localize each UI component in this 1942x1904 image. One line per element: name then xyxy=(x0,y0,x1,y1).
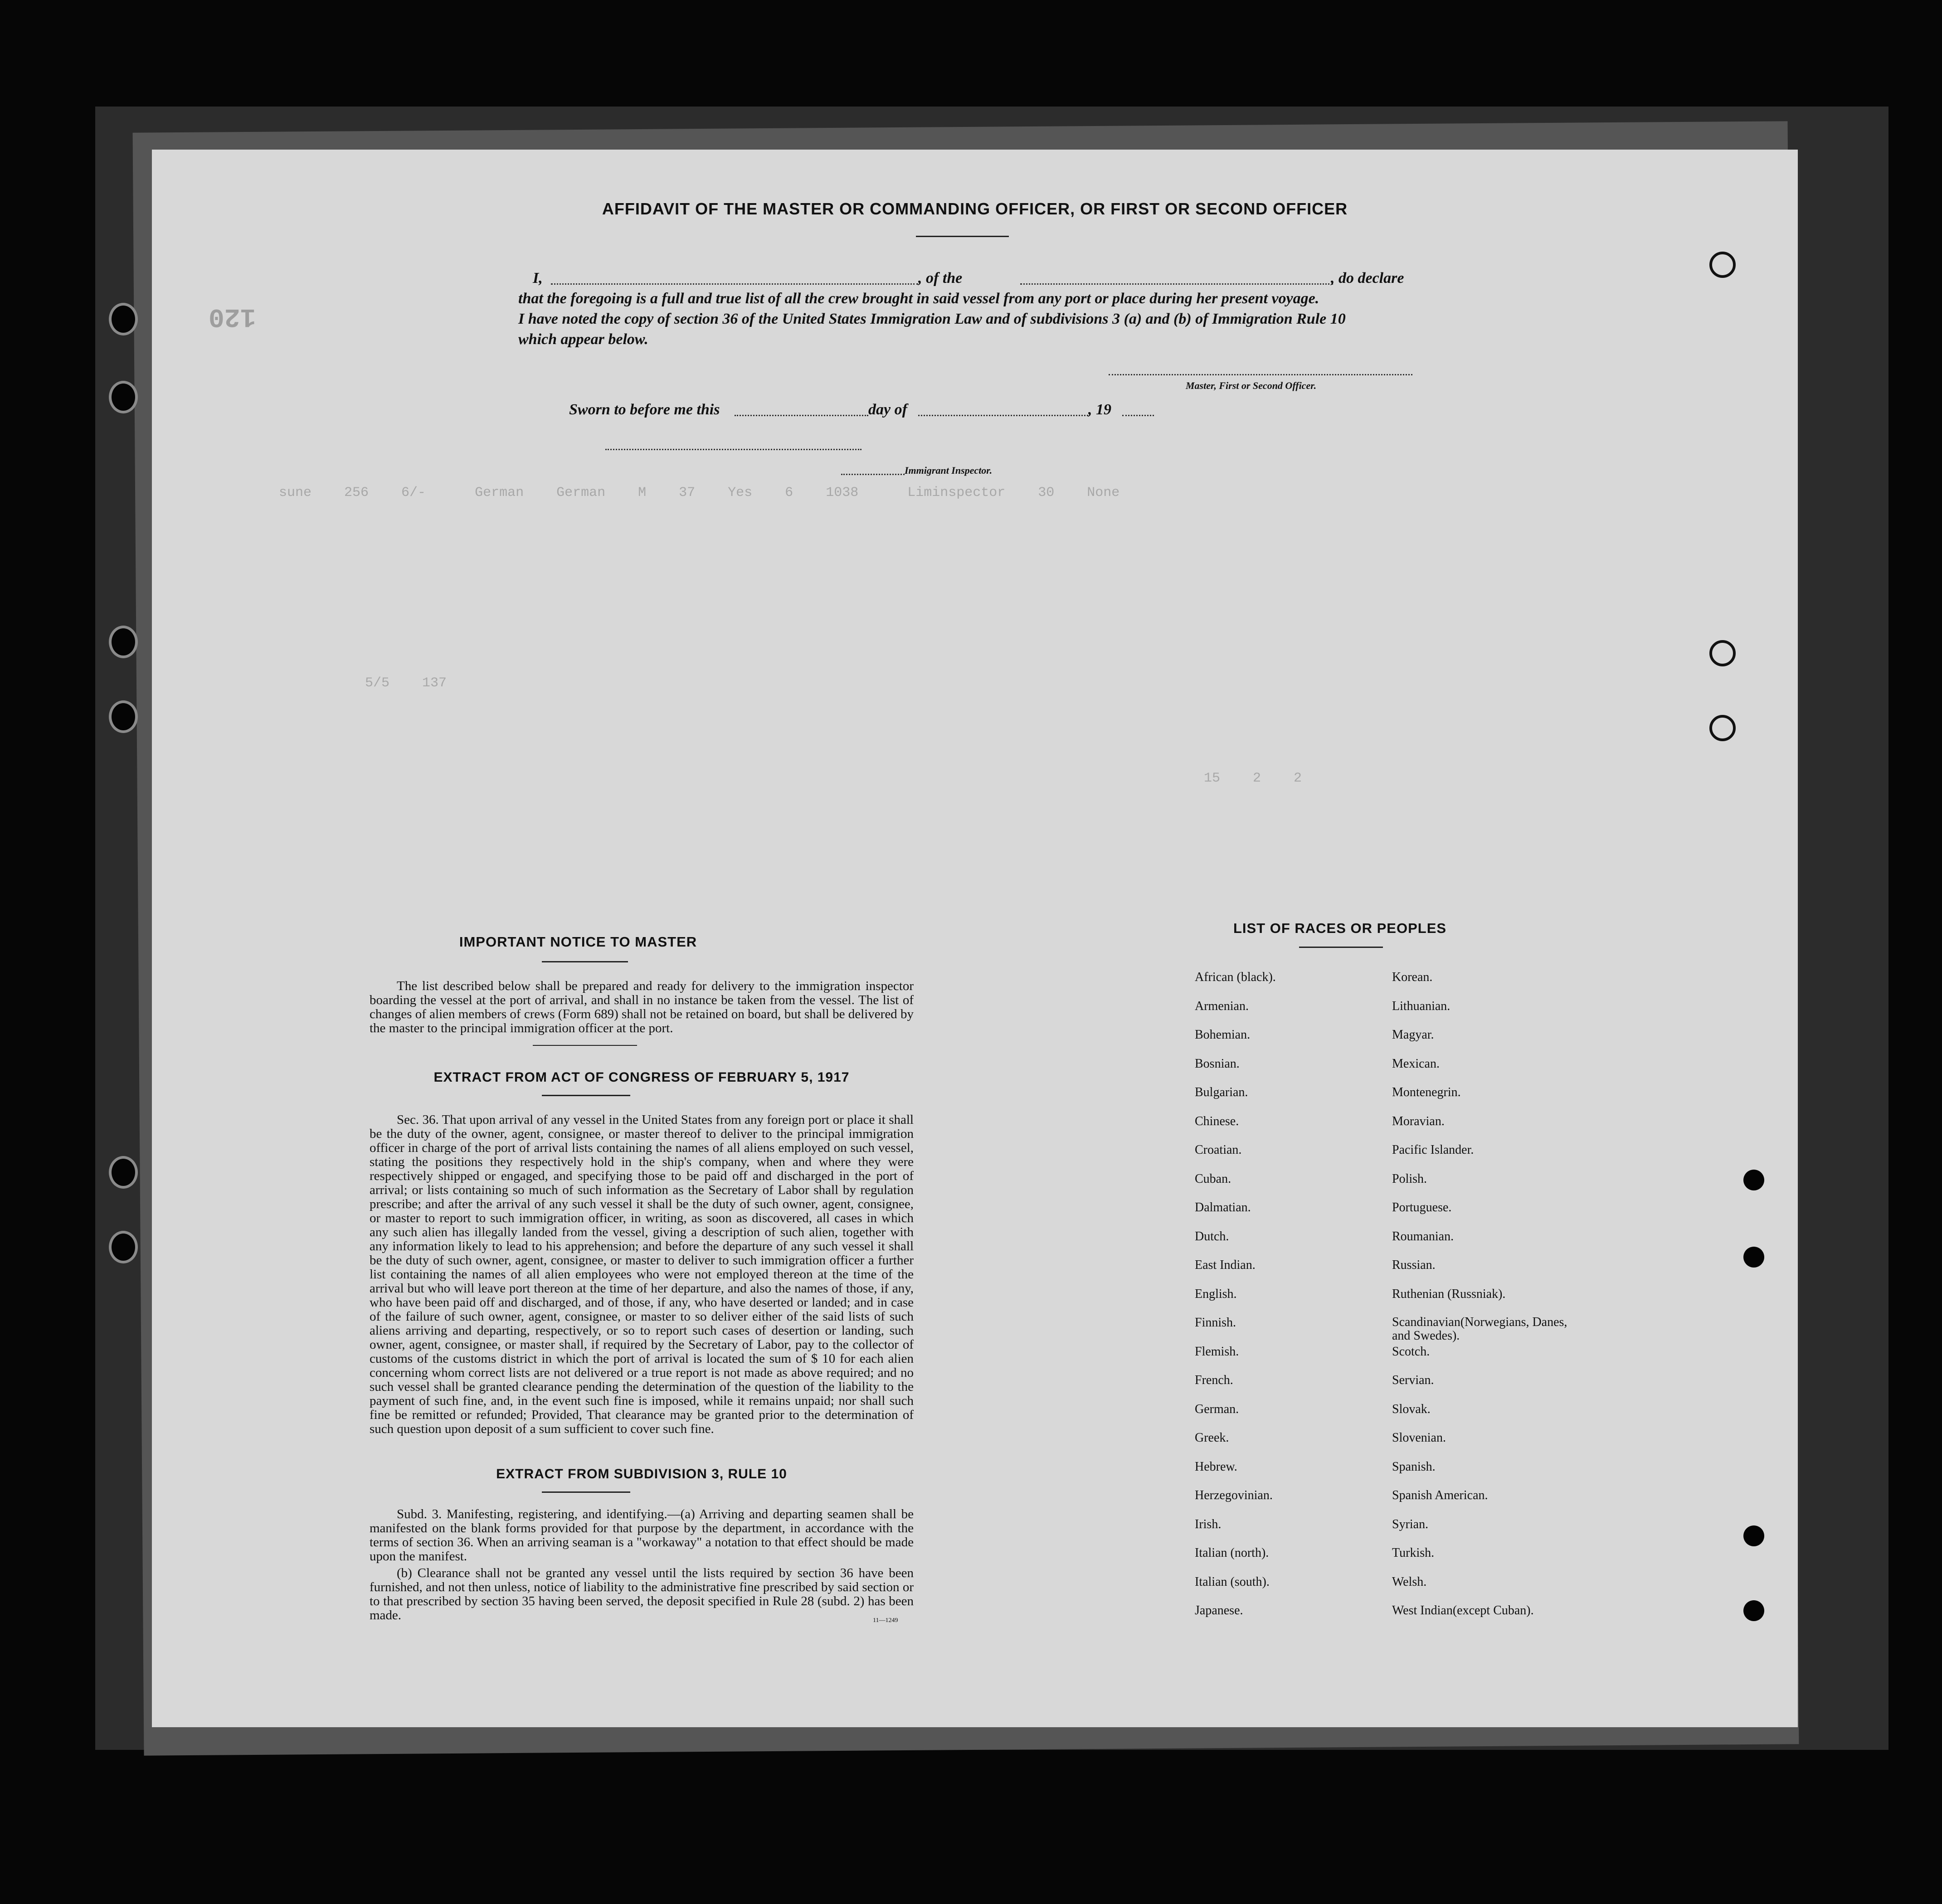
race-item: Greek. xyxy=(1195,1431,1229,1445)
race-item: Bulgarian. xyxy=(1195,1085,1248,1099)
race-item: Armenian. xyxy=(1195,999,1249,1013)
punch-hole xyxy=(1709,640,1736,666)
punch-hole xyxy=(1709,715,1736,741)
punch-hole xyxy=(1743,1600,1764,1621)
race-item: Dutch. xyxy=(1195,1229,1229,1243)
race-item: Montenegrin. xyxy=(1392,1085,1461,1099)
notice-text: The list described below shall be prepared and ready for delivery to the immigration inspector boarding the vessel at the port of arrival, and shall in no instance be taken from the vessel. The list of changes of alien members of crews (Form 689) shall not be retained on board, but shall be delivered by the master to the principal immigration officer at the port. xyxy=(370,979,914,1035)
rule-title: EXTRACT FROM SUBDIVISION 3, RULE 10 xyxy=(496,1467,787,1481)
race-item: Welsh. xyxy=(1392,1574,1427,1589)
race-item: Irish. xyxy=(1195,1517,1222,1531)
show-through-text: 15 2 2 xyxy=(1204,771,1302,786)
race-item: French. xyxy=(1195,1373,1233,1387)
race-item: Scotch. xyxy=(1392,1344,1430,1359)
affidavit-line-2: that the foregoing is a full and true list of all the crew brought in said vessel from any port or place during her present voyage. xyxy=(518,290,1319,307)
notice-divider xyxy=(533,1045,637,1046)
races-column-1 xyxy=(1195,970,1385,1632)
race-item: Mexican. xyxy=(1392,1056,1440,1071)
race-item: Pacific Islander. xyxy=(1392,1143,1474,1157)
punch-hole xyxy=(1743,1525,1764,1546)
race-item: English. xyxy=(1195,1287,1237,1301)
race-item: Portuguese. xyxy=(1392,1200,1452,1214)
punch-hole xyxy=(1743,1247,1764,1268)
sworn-day-blank xyxy=(735,415,868,416)
title-underline xyxy=(916,236,1009,237)
name-blank xyxy=(551,283,918,285)
race-item: Scandinavian(Norwegians, Danes, and Swedes). xyxy=(1392,1315,1567,1343)
binding-hole xyxy=(109,1231,138,1263)
sworn-month-blank xyxy=(918,415,1088,416)
inspector-lead-line xyxy=(841,474,905,475)
race-item: Spanish American. xyxy=(1392,1488,1488,1502)
sworn-year: , 19 xyxy=(1088,401,1111,418)
act-underline xyxy=(542,1095,630,1096)
race-item: Herzegovinian. xyxy=(1195,1488,1273,1502)
race-item: Polish. xyxy=(1392,1171,1427,1186)
affidavit-title: AFFIDAVIT OF THE MASTER OR COMMANDING OFFICER, OR FIRST OR SECOND OFFICER xyxy=(602,199,1348,218)
race-item: Italian (north). xyxy=(1195,1546,1269,1560)
race-item: Spanish. xyxy=(1392,1459,1436,1474)
race-item: East Indian. xyxy=(1195,1258,1256,1272)
rule-text-a: Subd. 3. Manifesting, registering, and identifying.—(a) Arriving and departing seamen shall be manifested on the blank forms provided for that purpose by the department, in accordance with the terms of section 36. When an arriving seaman is a "workaway" a notation to that effect should be made upon the manifest. xyxy=(370,1507,914,1564)
binding-hole xyxy=(109,1156,138,1189)
race-item: Bosnian. xyxy=(1195,1056,1240,1071)
binding-hole xyxy=(109,303,138,335)
race-item: Syrian. xyxy=(1392,1517,1429,1531)
race-item: Croatian. xyxy=(1195,1143,1242,1157)
vessel-blank xyxy=(1020,283,1333,285)
race-item: Hebrew. xyxy=(1195,1459,1237,1474)
affidavit-i: I, xyxy=(533,270,543,287)
affidavit-do-declare: , do declare xyxy=(1331,270,1404,287)
punch-hole xyxy=(1709,252,1736,278)
act-text: Sec. 36. That upon arrival of any vessel in the United States from any foreign port or place it shall be the duty of the owner, agent, consignee, or master thereof to deliver to the principal immigration officer in charge of the port of arrival lists containing the names of all aliens employed on such vessel, stating the positions they respectively hold in the ship's company, when and where they were respectively shipped or engaged, and specifying those to be paid off and discharged in the port of arrival; or lists containing so much of such information as the Secretary of Labor shall by regulation prescribe; and after the arrival of any such vessel it shall be the duty of such owner, agent, consignee, or master to report to such immigration officer, in writing, as soon as discovered, all cases in which any such alien has illegally landed from the vessel, giving a description of such alien, together with any information likely to lead to his apprehension; and before the departure of any such vessel it shall be the duty of such owner, agent, consignee, or master to deliver to such immigration officer a further list containing the names of all alien employees who were not employed thereon at the time of the arrival but who will leave port thereon at the time of her departure, and also the names of those, if any, who have been paid off and discharged, and of those, if any, who have deserted or landed; and in case of the failure of such owner, agent, consignee, or master to so deliver either of the said lists of such aliens arriving and departing, respectively, or so to report such cases of desertion or landing, such owner, agent, consignee, or master shall, if required by the Secretary of Labor, pay to the collector of customs of the customs district in which the port of arrival is located the sum of $ 10 for each alien concerning whom correct lists are not delivered or a true report is not made as above required; and no such vessel shall be granted clearance pending the determination of the question of the liability to the payment of such fine, and, in the event such fine is imposed, while it remains unpaid; nor shall such fine be remitted or refunded; Provided, That clearance may be granted prior to the determination of such question upon deposit of a sum sufficient to cover such fine. xyxy=(370,1112,914,1436)
form-number: 11—1249 xyxy=(873,1617,898,1624)
race-item: Korean. xyxy=(1392,970,1433,984)
race-item: Japanese. xyxy=(1195,1603,1243,1617)
rule-text-b: (b) Clearance shall not be granted any vessel until the lists required by section 36 have been furnished, and not then unless, notice of liability to the administrative fine prescribed by said section or to that prescribed by section 35 having been served, the deposit specified in Rule 28 (subd. 2) has been made. xyxy=(370,1566,914,1622)
race-item: Bohemian. xyxy=(1195,1028,1251,1042)
notice-title: IMPORTANT NOTICE TO MASTER xyxy=(459,934,697,950)
signature-line xyxy=(1109,374,1412,375)
race-item: Servian. xyxy=(1392,1373,1434,1387)
race-item: Russian. xyxy=(1392,1258,1436,1272)
race-item: West Indian(except Cuban). xyxy=(1392,1603,1534,1617)
race-item: Flemish. xyxy=(1195,1344,1239,1359)
race-item: Italian (south). xyxy=(1195,1574,1270,1589)
affidavit-of-the: , of the xyxy=(918,270,963,287)
affidavit-line-4: which appear below. xyxy=(518,331,648,348)
punch-hole xyxy=(1743,1170,1764,1190)
show-through-text: 5/5 137 xyxy=(365,675,447,691)
notice-underline xyxy=(542,961,628,962)
race-item: German. xyxy=(1195,1402,1239,1416)
show-through-text: sune 256 6/- German German M 37 Yes 6 1038 Liminspector 30 None xyxy=(279,485,1120,500)
binding-hole xyxy=(109,700,138,733)
race-item: Roumanian. xyxy=(1392,1229,1454,1243)
act-title: EXTRACT FROM ACT OF CONGRESS OF FEBRUARY 5, 1917 xyxy=(433,1070,850,1085)
races-column-2 xyxy=(1392,970,1587,1632)
races-title: LIST OF RACES OR PEOPLES xyxy=(1233,920,1447,936)
sworn-day-of: day of xyxy=(868,401,907,418)
affidavit-line-3: I have noted the copy of section 36 of the United States Immigration Law and of subdivisions 3 (a) and (b) of Immigration Rule 10 xyxy=(518,311,1346,327)
manifest-page xyxy=(152,150,1798,1727)
inspector-line xyxy=(605,449,861,450)
race-item: Slovak. xyxy=(1392,1402,1431,1416)
race-item: Dalmatian. xyxy=(1195,1200,1251,1214)
race-item: Chinese. xyxy=(1195,1114,1239,1128)
race-item: African (black). xyxy=(1195,970,1276,984)
race-item: Moravian. xyxy=(1392,1114,1445,1128)
race-item: Ruthenian (Russniak). xyxy=(1392,1287,1506,1301)
binding-hole xyxy=(109,626,138,658)
rule-underline xyxy=(542,1491,630,1493)
signature-caption: Master, First or Second Officer. xyxy=(1186,380,1317,391)
sworn-year-blank xyxy=(1122,415,1154,416)
inspector-caption: Immigrant Inspector. xyxy=(905,465,993,476)
binding-hole xyxy=(109,381,138,413)
race-item: Finnish. xyxy=(1195,1316,1236,1330)
sworn-prefix: Sworn to before me this xyxy=(569,401,720,418)
race-item: Magyar. xyxy=(1392,1028,1434,1042)
race-item: Lithuanian. xyxy=(1392,999,1450,1013)
race-item: Slovenian. xyxy=(1392,1431,1446,1445)
race-item: Turkish. xyxy=(1392,1546,1435,1560)
margin-number: 120 xyxy=(209,301,256,331)
races-underline xyxy=(1299,947,1383,948)
race-item: Cuban. xyxy=(1195,1171,1231,1186)
